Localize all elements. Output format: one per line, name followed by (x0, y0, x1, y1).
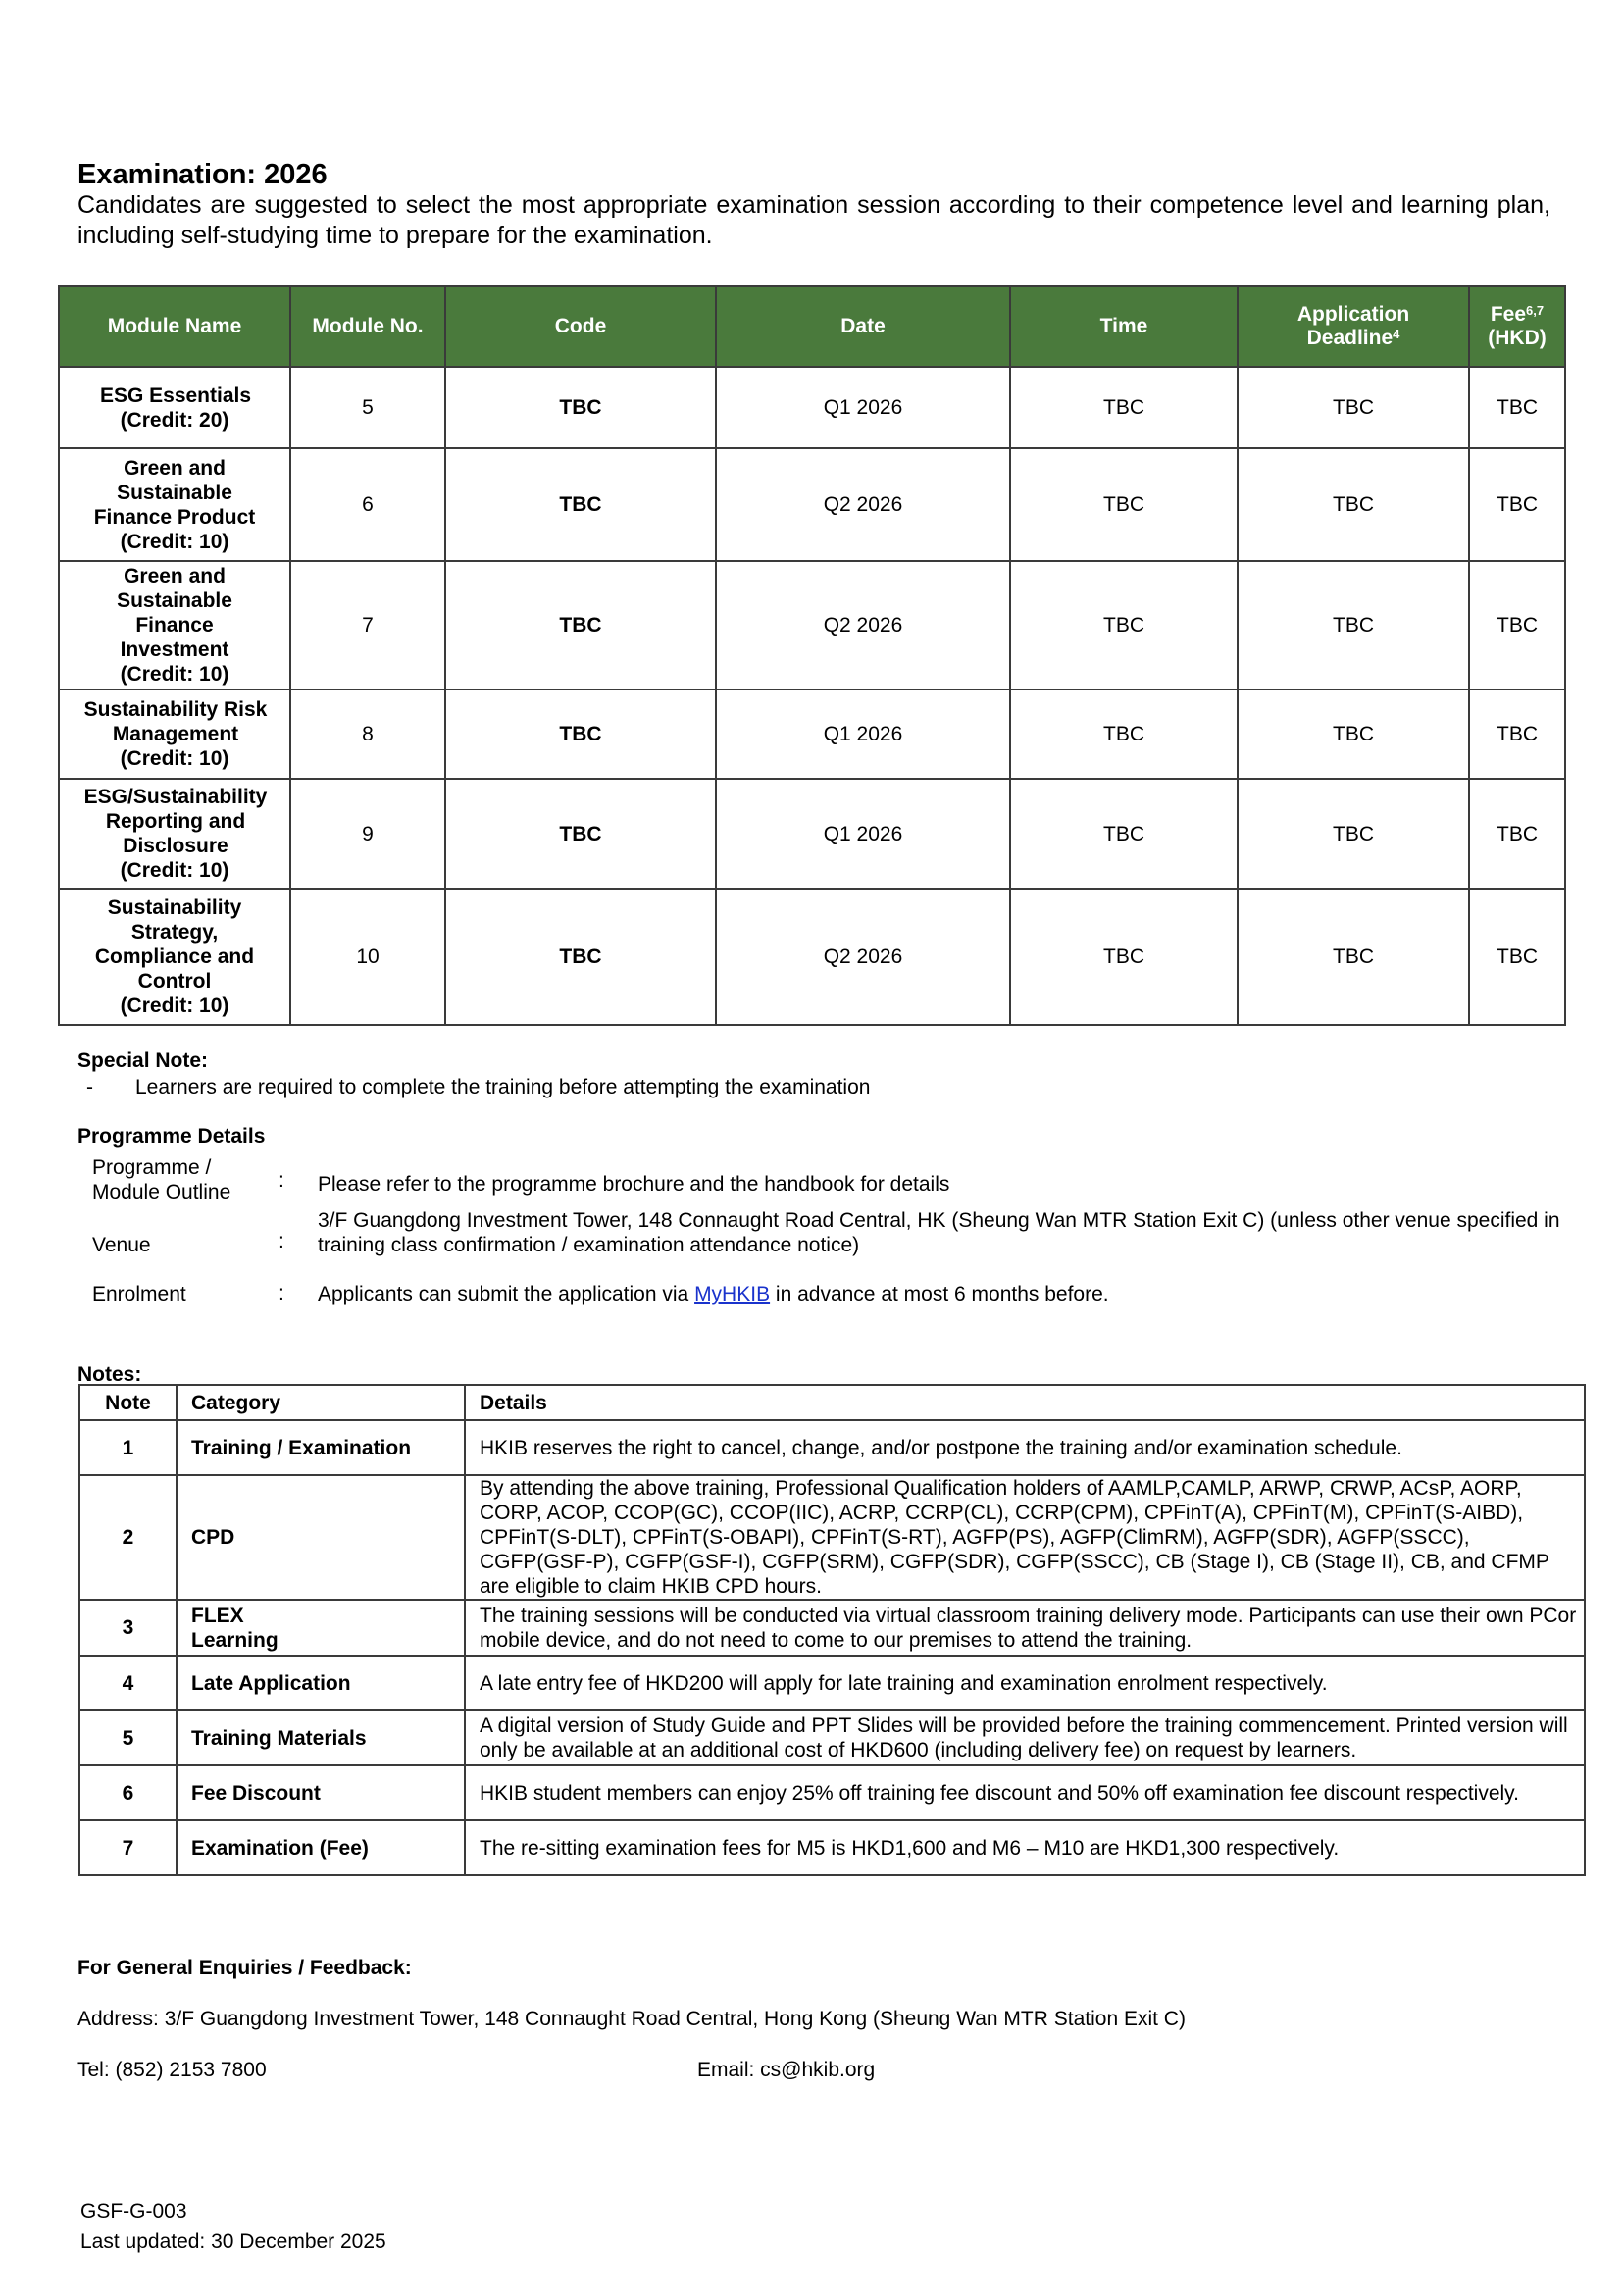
module-name: Sustainability Risk Management (83, 698, 268, 745)
enquiries-tel: Tel: (852) 2153 7800 (77, 2059, 267, 2081)
special-note-title: Special Note: (77, 1049, 209, 1072)
note-number: 2 (79, 1475, 177, 1600)
header-category: Category (177, 1385, 465, 1420)
note-category: CPD (177, 1475, 465, 1600)
date-cell: Q2 2026 (716, 889, 1010, 1025)
header-deadline-line2: Deadline (1306, 327, 1394, 349)
note-details: HKIB student members can enjoy 25% off training fee discount and 50% off examination fee discount respectively. (465, 1765, 1585, 1820)
intro-paragraph: Candidates are suggested to select the most appropriate examination session according to their competence level and learning plan, including self-studying time to prepare for the examination. (77, 191, 1550, 249)
enquiries-email: Email: cs@hkib.org (697, 2059, 876, 2081)
code-cell: TBC (445, 448, 716, 561)
outline-label-line1: Programme / (92, 1156, 212, 1179)
time-cell: TBC (1010, 367, 1238, 448)
notes-title: Notes: (77, 1363, 142, 1386)
table-row (59, 889, 1565, 1025)
note-category (177, 1600, 465, 1656)
code-cell: TBC (445, 889, 716, 1025)
header-note: Note (79, 1385, 177, 1420)
module-name-cell (59, 561, 290, 689)
note-category: Examination (Fee) (177, 1820, 465, 1875)
footnote-ref: 4 (1393, 327, 1400, 341)
notes-header-row (79, 1385, 1585, 1420)
note-details: The training sessions will be conducted via virtual classroom training delivery mode. Participants can use their own PCor mobile device, and do not need to come to our premises to attend the training. (465, 1600, 1585, 1656)
module-credit: (Credit: 10) (120, 859, 229, 882)
module-name-cell (59, 689, 290, 779)
module-name: ESG/Sustainability Reporting and Disclosure (83, 786, 268, 857)
date-cell: Q1 2026 (716, 779, 1010, 889)
module-name-cell (59, 448, 290, 561)
table-row (59, 779, 1565, 889)
notes-row (79, 1420, 1585, 1475)
header-fee (1469, 286, 1565, 367)
table-row (59, 561, 1565, 689)
module-name: Sustainability Strategy, Compliance and Control (94, 896, 255, 993)
application-deadline-cell: TBC (1238, 367, 1469, 448)
header-fee-line1: Fee (1490, 303, 1527, 326)
date-cell: Q1 2026 (716, 367, 1010, 448)
fee-cell: TBC (1469, 889, 1565, 1025)
examination-schedule-table (58, 285, 1566, 1026)
header-fee-line2: (HKD) (1488, 327, 1547, 349)
header-details: Details (465, 1385, 1585, 1420)
outline-label-line2: Module Outline (92, 1181, 231, 1203)
note-details: A late entry fee of HKD200 will apply for late training and examination enrolment respectively. (465, 1656, 1585, 1710)
colon-separator: : (279, 1230, 284, 1252)
time-cell: TBC (1010, 561, 1238, 689)
application-deadline-cell: TBC (1238, 779, 1469, 889)
date-cell: Q2 2026 (716, 448, 1010, 561)
code-cell: TBC (445, 689, 716, 779)
outline-label (92, 1155, 230, 1204)
date-cell: Q2 2026 (716, 561, 1010, 689)
time-cell: TBC (1010, 779, 1238, 889)
enrolment-suffix: in advance at most 6 months before. (770, 1283, 1109, 1305)
fee-cell: TBC (1469, 367, 1565, 448)
enrolment-value (318, 1282, 1583, 1306)
module-no-cell: 6 (290, 448, 445, 561)
myhkib-link[interactable]: MyHKIB (694, 1283, 771, 1305)
note-category-line2: Learning (191, 1628, 279, 1652)
header-application-deadline (1238, 286, 1469, 367)
module-name-cell (59, 779, 290, 889)
module-name: Green and Sustainable Finance Product (93, 456, 256, 529)
date-cell: Q1 2026 (716, 689, 1010, 779)
enrolment-label: Enrolment (92, 1283, 186, 1305)
programme-details-title: Programme Details (77, 1125, 266, 1148)
time-cell: TBC (1010, 448, 1238, 561)
outline-value: Please refer to the programme brochure and the handbook for details (318, 1173, 950, 1196)
note-number: 6 (79, 1765, 177, 1820)
time-cell: TBC (1010, 889, 1238, 1025)
note-category-line1: FLEX (191, 1604, 244, 1627)
module-name: ESG Essentials (99, 383, 252, 407)
fee-cell: TBC (1469, 448, 1565, 561)
document-code: GSF-G-003 (80, 2200, 187, 2222)
module-credit: (Credit: 20) (120, 408, 229, 432)
note-category: Training / Examination (177, 1420, 465, 1475)
header-date: Date (716, 286, 1010, 367)
application-deadline-cell: TBC (1238, 889, 1469, 1025)
table-row (59, 448, 1565, 561)
venue-label: Venue (92, 1234, 151, 1256)
enrolment-prefix: Applicants can submit the application via (318, 1283, 695, 1305)
module-name-cell (59, 889, 290, 1025)
code-cell: TBC (445, 367, 716, 448)
venue-value: 3/F Guangdong Investment Tower, 148 Connaught Road Central, HK (Sheung Wan MTR Station Exit C) (unless other venue specified in training class confirmation / examination attendance notice) (318, 1209, 1560, 1256)
fee-cell: TBC (1469, 689, 1565, 779)
note-details: By attending the above training, Professional Qualification holders of AAMLP,CAMLP, ARWP, CRWP, ACsP, AORP, CORP, ACOP, CCOP(GC), CCOP(IIC), ACRP, CCRP(CL), CCRP(CPM), CPFinT(A), CPFinT(M), CPFinT(S-AIBD), CPFinT(S-DLT), CPFinT(S-OBAPI), CPFinT(S-RT), AGFP(PS), AGFP(ClimRM), AGFP(SDR), AGFP(SSCC), CGFP(GSF-P), CGFP(GSF-I), CGFP(SRM), CGFP(SDR), CGFP(SSCC), CB (Stage I), CB (Stage II), CB, and CFMP are eligible to claim HKIB CPD hours. (465, 1475, 1585, 1600)
note-details: HKIB reserves the right to cancel, change, and/or postpone the training and/or examination schedule. (465, 1420, 1585, 1475)
notes-row (79, 1600, 1585, 1656)
fee-cell: TBC (1469, 779, 1565, 889)
note-category: Fee Discount (177, 1765, 465, 1820)
page-title: Examination: 2026 (77, 159, 328, 190)
note-number: 5 (79, 1710, 177, 1765)
notes-row (79, 1475, 1585, 1600)
table-row (59, 367, 1565, 448)
enquiries-address: Address: 3/F Guangdong Investment Tower, 148 Connaught Road Central, Hong Kong (Sheung Wan MTR Station Exit C) (77, 2008, 1186, 2030)
notes-row (79, 1820, 1585, 1875)
fee-cell: TBC (1469, 561, 1565, 689)
note-category: Late Application (177, 1656, 465, 1710)
last-updated: Last updated: 30 December 2025 (80, 2230, 386, 2253)
note-number: 7 (79, 1820, 177, 1875)
enquiries-title: For General Enquiries / Feedback: (77, 1957, 412, 1979)
note-number: 3 (79, 1600, 177, 1656)
header-time: Time (1010, 286, 1238, 367)
table-header-row (59, 286, 1565, 367)
module-credit: (Credit: 10) (120, 747, 229, 770)
module-name: Green and Sustainable Finance Investment (117, 565, 232, 661)
module-no-cell: 9 (290, 779, 445, 889)
code-cell: TBC (445, 779, 716, 889)
notes-row (79, 1656, 1585, 1710)
note-number: 4 (79, 1656, 177, 1710)
module-no-cell: 8 (290, 689, 445, 779)
code-cell: TBC (445, 561, 716, 689)
application-deadline-cell: TBC (1238, 561, 1469, 689)
time-cell: TBC (1010, 689, 1238, 779)
module-credit: (Credit: 10) (120, 995, 229, 1017)
module-no-cell: 5 (290, 367, 445, 448)
notes-table (78, 1384, 1586, 1876)
module-name-cell (59, 367, 290, 448)
module-no-cell: 10 (290, 889, 445, 1025)
note-number: 1 (79, 1420, 177, 1475)
note-details: A digital version of Study Guide and PPT Slides will be provided before the training commencement. Printed version will only be available at an additional cost of HKD600 (including delivery fee) on request by learners. (465, 1710, 1585, 1765)
note-details: The re-sitting examination fees for M5 is HKD1,600 and M6 – M10 are HKD1,300 respectively. (465, 1820, 1585, 1875)
colon-separator: : (279, 1169, 284, 1192)
notes-row (79, 1765, 1585, 1820)
header-module-name: Module Name (59, 286, 290, 367)
application-deadline-cell: TBC (1238, 689, 1469, 779)
header-code: Code (445, 286, 716, 367)
notes-row (79, 1710, 1585, 1765)
colon-separator: : (279, 1282, 284, 1304)
module-credit: (Credit: 10) (120, 530, 229, 553)
note-category: Training Materials (177, 1710, 465, 1765)
special-note-text: Learners are required to complete the training before attempting the examination (135, 1076, 871, 1098)
module-no-cell: 7 (290, 561, 445, 689)
header-module-no: Module No. (290, 286, 445, 367)
application-deadline-cell: TBC (1238, 448, 1469, 561)
bullet-dash: - (86, 1076, 93, 1098)
module-credit: (Credit: 10) (120, 663, 229, 686)
table-row (59, 689, 1565, 779)
footnote-ref: 6,7 (1526, 303, 1545, 318)
header-deadline-line1: Application (1296, 303, 1410, 326)
